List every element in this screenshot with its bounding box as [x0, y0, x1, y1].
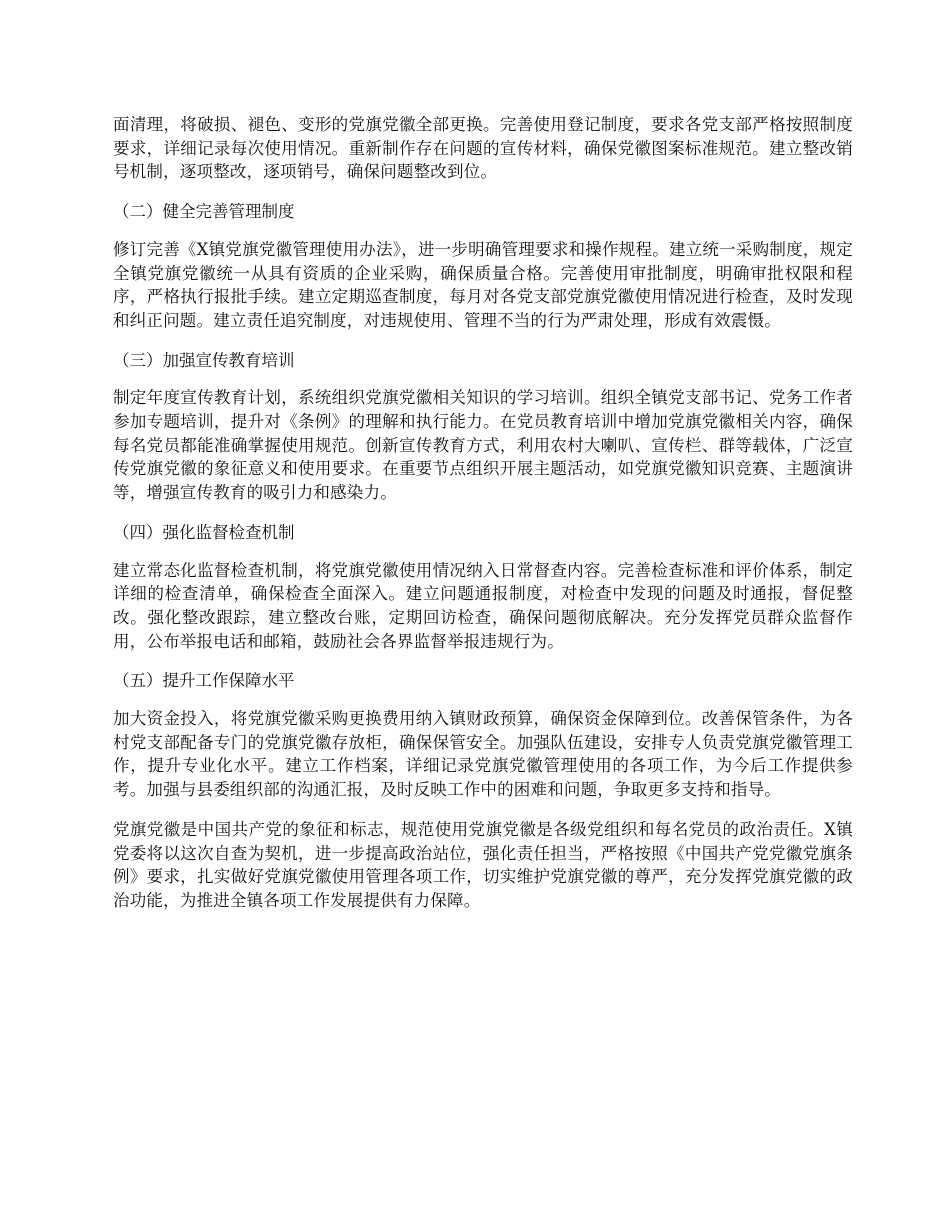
document-page [113, 113, 853, 913]
spacer [113, 545, 853, 559]
spacer [113, 693, 853, 707]
spacer [113, 184, 853, 200]
paragraph-rectification-continued: 面清理，将破损、褪色、变形的党旗党徽全部更换。完善使用登记制度，要求各党支部严格按照制度要求，详细记录每次使用情况。重新制作存在问题的宣传材料，确保党徽图案标准规范。建立整改销号机制，逐项整改，逐项销号，确保问题整改到位。 [113, 115, 853, 182]
section-heading-supervision: （四）强化监督检查机制 [113, 522, 295, 542]
paragraph-work-guarantee: 加大资金投入，将党旗党徽采购更换费用纳入镇财政预算，确保资金保障到位。改善保管条件，为各村党支部配备专门的党旗党徽存放柜，确保保管安全。加强队伍建设，安排专人负责党旗党徽管理工作，提升专业化水平。建立工作档案，详细记录党旗党徽管理使用的各项工作，为今后工作提供参考。加强与县委组织部的沟通汇报，及时反映工作中的困难和问题，争取更多支持和指导。 [113, 709, 853, 800]
paragraph-supervision: 建立常态化监督检查机制，将党旗党徽使用情况纳入日常督查内容。完善检查标准和评价体系，制定详细的检查清单，确保检查全面深入。建立问题通报制度，对检查中发现的问题及时通报，督促整改。强化整改跟踪，建立整改台账，定期回访检查，确保问题彻底解决。充分发挥党员群众监督作用，公布举报电话和邮箱，鼓励社会各界监督举报违规行为。 [113, 560, 853, 651]
paragraph-management-system: 修订完善《X镇党旗党徽管理使用办法》，进一步明确管理要求和操作规程。建立统一采购制度，规定全镇党旗党徽统一从具有资质的企业采购，确保质量合格。完善使用审批制度，明确审批权限和程序，严格执行报批手续。建立定期巡查制度，每月对各党支部党旗党徽使用情况进行检查，及时发现和纠正问题。建立责任追究制度，对违规使用、管理不当的行为严肃处理，形成有效震慑。 [113, 239, 853, 330]
spacer [113, 372, 853, 386]
section-heading-education-training: （三）加强宣传教育培训 [113, 350, 295, 370]
spacer [113, 224, 853, 238]
spacer [113, 505, 853, 521]
paragraph-education-training: 制定年度宣传教育计划，系统组织党旗党徽相关知识的学习培训。组织全镇党支部书记、党务工作者参加专题培训，提升对《条例》的理解和执行能力。在党员教育培训中增加党旗党徽相关内容，确保每名党员都能准确掌握使用规范。创新宣传教育方式，利用农村大喇叭、宣传栏、群等载体，广泛宣传党旗党徽的象征意义和使用要求。在重要节点组织开展主题活动，如党旗党徽知识竞赛、主题演讲等，增强宣传教育的吸引力和感染力。 [113, 388, 853, 503]
section-heading-work-guarantee: （五）提升工作保障水平 [113, 671, 295, 691]
paragraph-conclusion: 党旗党徽是中国共产党的象征和标志，规范使用党旗党徽是各级党组织和每名党员的政治责任。X镇党委将以这次自查为契机，进一步提高政治站位，强化责任担当，严格按照《中国共产党党徽党旗条例》要求，扎实做好党旗党徽使用管理各项工作，切实维护党旗党徽的尊严，充分发挥党旗党徽的政治功能，为推进全镇各项工作发展提供有力保障。 [113, 819, 853, 910]
section-heading-management-system: （二）健全完善管理制度 [113, 202, 295, 222]
spacer [113, 802, 853, 818]
spacer [113, 333, 853, 349]
spacer [113, 653, 853, 669]
